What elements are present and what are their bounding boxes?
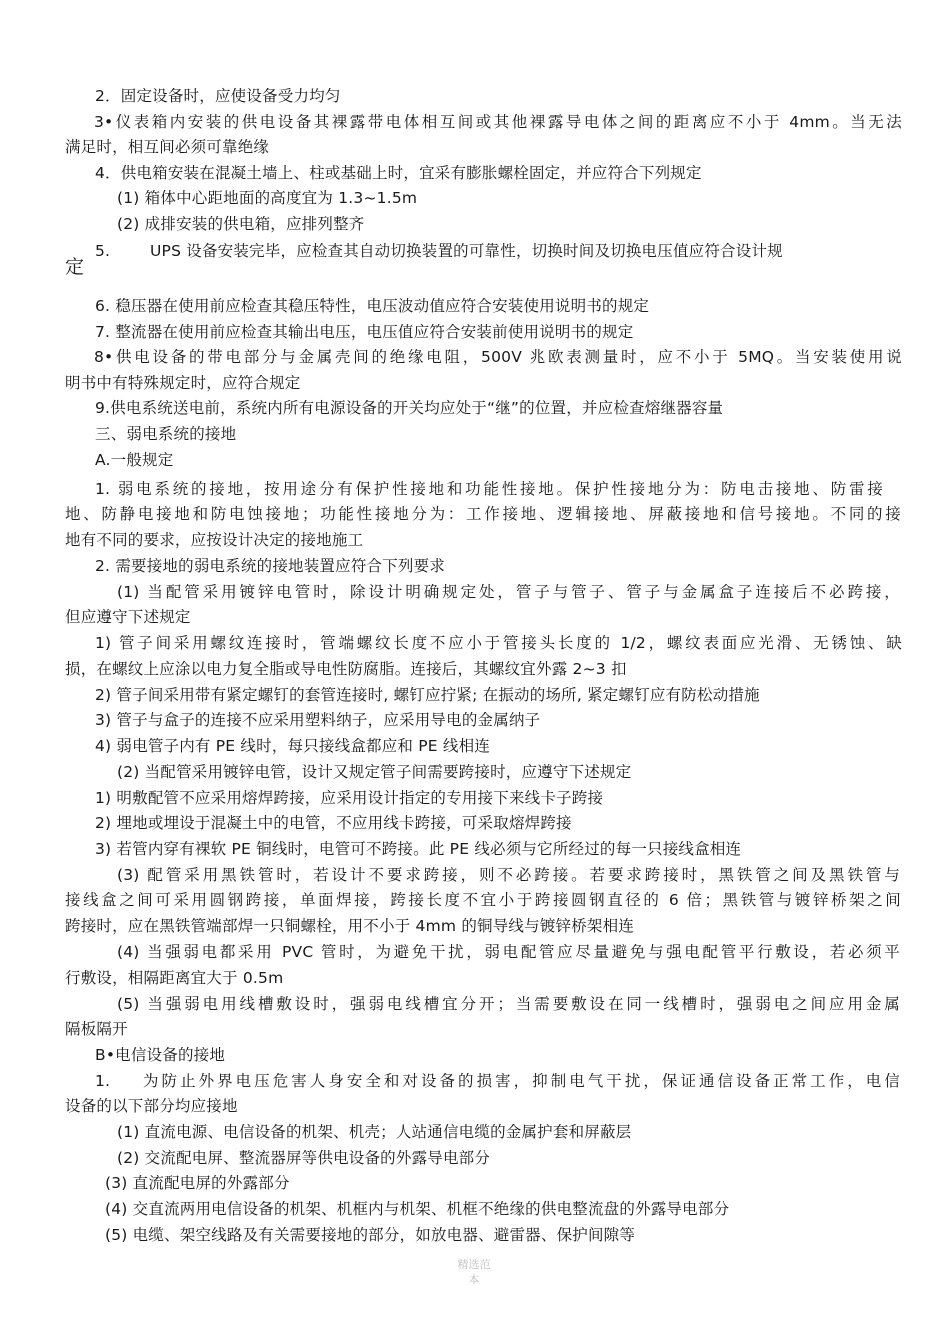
text-line: 3) 管子与盒子的连接不应采用塑料纳子，应采用导电的金属纳子 (95, 711, 541, 729)
text-line: 1) 管子间采用螺纹连接时，管端螺纹长度不应小于管接头长度的 1/2，螺纹表面应光滑、无锈蚀、缺 (95, 634, 902, 652)
text-line: 4．供电箱安装在混凝土墙上、柱或基础上时，宜采有膨胀螺栓固定，并应符合下列规定 (95, 164, 702, 182)
text-line: 1. 弱电系统的接地，按用途分有保护性接地和功能性接地。保护性接地分为：防电击接地、防雷接 (95, 480, 883, 498)
text-line: (2) 交流配电屏、整流器屏等供电设备的外露导电部分 (117, 1149, 491, 1167)
text-line: (4) 交直流两用电信设备的机架、机框内与机架、机框不绝缘的供电整流盘的外露导电部分 (105, 1200, 730, 1218)
text-line: 5. (95, 242, 111, 260)
text-line: 1) 明敷配管不应采用熔焊跨接，应采用设计指定的专用接下来线卡子跨接 (95, 789, 604, 807)
text-line: 地有不同的要求，应按设计决定的接地施工 (65, 531, 364, 549)
text-line: (4) 当强弱电都采用 PVC 管时，为避免干扰，弱电配管应尽量避免与强电配管平行敷设，若必须平 (117, 943, 900, 961)
text-line: 2) 管子间采用带有紧定螺钉的套管连接时, 螺钉应拧紧; 在振动的场所, 紧定螺钉应有防松动措施 (95, 686, 760, 704)
text-line: 满足时，相互间必须可靠绝缘 (65, 138, 270, 156)
text-line: (1) 箱体中心距地面的高度宜为 1.3~1.5m (117, 189, 418, 207)
text-line: 3) 若管内穿有裸软 PE 铜线时，电管可不跨接。此 PE 线必须与它所经过的每一只接线盒相连 (95, 840, 742, 858)
text-line: 跨接时，应在黑铁管端部焊一只铜螺栓，用不小于 4mm 的铜导线与镀锌桥架相连 (65, 917, 635, 935)
text-line: (5) 当强弱电用线槽敷设时，强弱电线槽宜分开；当需要敷设在同一线槽时，强弱电之间应用金属 (117, 995, 900, 1013)
text-line: 损，在螺纹上应涂以电力复全脂或导电性防腐脂。连接后，其螺纹宜外露 2~3 扣 (65, 660, 627, 678)
text-line: 明书中有特殊规定时，应符合规定 (65, 374, 301, 392)
text-line: (1) 直流电源、电信设备的机架、机壳；人站通信电缆的金属护套和屏蔽层 (117, 1123, 632, 1141)
text-line: (5) 电缆、架空线路及有关需要接地的部分，如放电器、避雷器、保护间隙等 (105, 1226, 636, 1244)
text-line: (2) 当配管采用镀锌电管，设计又规定管子间需要跨接时，应遵守下述规定 (117, 763, 632, 781)
section-heading: 三、弱电系统的接地 (95, 425, 237, 443)
text-line: 2．固定设备时，应使设备受力均匀 (95, 87, 341, 105)
text-line: 3•仪表箱内安装的供电设备其裸露带电体相互间或其他裸露导电体之间的距离应不小于 4mm。当无法 (94, 113, 902, 131)
text-line: (3) 配管采用黑铁管时，若设计不要求跨接，则不必跨接。若要求跨接时，黑铁管之间及黑铁管与 (117, 866, 900, 884)
text-line: 定 (65, 256, 85, 278)
text-line: 4) 弱电管子内有 PE 线时，每只接线盒都应和 PE 线相连 (95, 737, 491, 755)
text-line: 地、防静电接地和防电蚀接地；功能性接地分为：工作接地、逻辑接地、屏蔽接地和信号接地。不同的接 (65, 505, 901, 523)
text-line: 行敷设，相隔距离宜大于 0.5m (65, 969, 284, 987)
text-line: UPS 设备安装完毕，应检查其自动切换装置的可靠性，切换时间及切换电压值应符合设计规 (150, 242, 783, 260)
text-line: 2. 需要接地的弱电系统的接地装置应符合下列要求 (95, 557, 446, 575)
text-line: 1. (95, 1072, 111, 1090)
text-line: 为防止外界电压危害人身安全和对设备的损害，抑制电气干扰，保证通信设备正常工作，电信 (143, 1072, 900, 1090)
text-line: 8•供电设备的带电部分与金属壳间的绝缘电阻，500V 兆欧表测量时，应不小于 5MQ。当安装使用说 (94, 348, 902, 366)
text-line: 设备的以下部分均应接地 (65, 1097, 238, 1115)
text-line: (2) 成排安装的供电箱，应排列整齐 (117, 215, 365, 233)
text-line: (3) 直流配电屏的外露部分 (105, 1174, 290, 1192)
subsection-heading: B•电信设备的接地 (95, 1046, 226, 1064)
text-line: 接线盒之间可采用圆钢跨接，单面焊接，跨接长度不宜小于跨接圆钢直径的 6 倍；黑铁管与镀锌桥架之间 (65, 891, 901, 909)
text-line: 隔板隔开 (65, 1020, 128, 1038)
text-line: 7. 整流器在使用前应检查其输出电压，电压值应符合安装前使用说明书的规定 (95, 323, 634, 341)
text-line: (1) 当配管采用镀锌电管时，除设计明确规定处，管子与管子、管子与金属盒子连接后不必跨接， (117, 583, 900, 601)
text-line: 9.供电系统送电前，系统内所有电源设备的开关均应处于“继”的位置，并应检查熔继器容量 (95, 399, 724, 417)
text-line: 2) 埋地或埋设于混凝土中的电管，不应用线卡跨接，可采取熔焊跨接 (95, 814, 572, 832)
text-line: 但应遵守下述规定 (65, 608, 191, 626)
text-line: 6. 稳压器在使用前应检查其稳压特性，电压波动值应符合安装使用说明书的规定 (95, 297, 650, 315)
subsection-heading: A.一般规定 (95, 451, 174, 469)
page-footer-watermark: 精选范本 (457, 1258, 491, 1286)
